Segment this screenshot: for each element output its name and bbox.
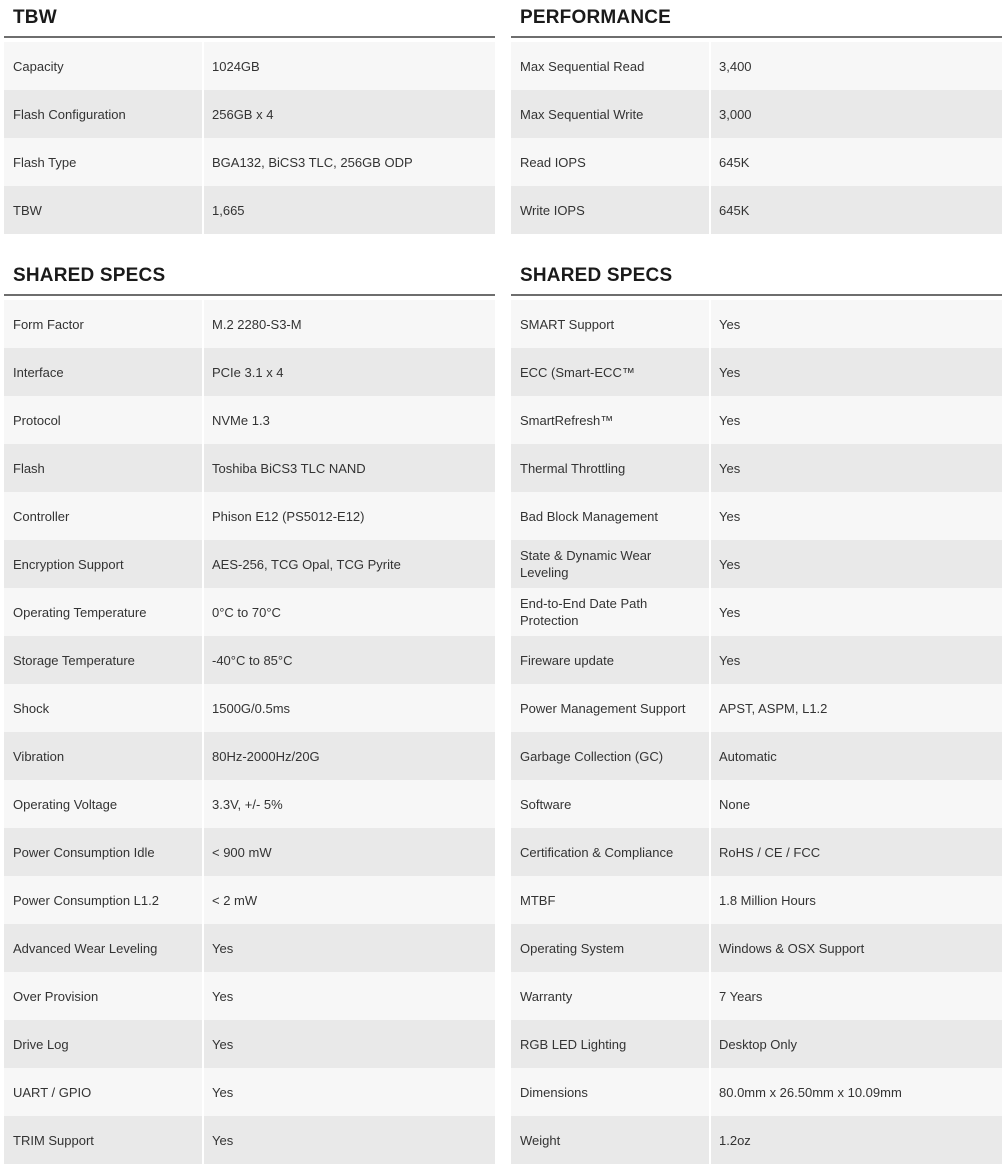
- spec-label: Max Sequential Write: [511, 90, 709, 138]
- spec-value: < 2 mW: [204, 876, 495, 924]
- spec-row: [4, 1068, 495, 1116]
- spec-row: [511, 780, 1002, 828]
- spec-table: [511, 42, 1002, 234]
- spec-label: Read IOPS: [511, 138, 709, 186]
- spec-row: [511, 1020, 1002, 1068]
- spec-row: [511, 972, 1002, 1020]
- spec-value: Yes: [711, 492, 1002, 540]
- spec-row: [4, 186, 495, 234]
- spec-row: [511, 924, 1002, 972]
- spec-row: [511, 444, 1002, 492]
- spec-row: [511, 492, 1002, 540]
- spec-table: [4, 42, 495, 234]
- spec-label: State & Dynamic Wear Leveling: [511, 540, 709, 588]
- spec-label: Flash Type: [4, 138, 202, 186]
- section-title: SHARED SPECS: [4, 260, 495, 296]
- spec-label: Weight: [511, 1116, 709, 1164]
- spec-row: [4, 90, 495, 138]
- spec-value: Yes: [711, 444, 1002, 492]
- section-title: TBW: [4, 2, 495, 38]
- spec-label: SmartRefresh™: [511, 396, 709, 444]
- spec-value: 1,665: [204, 186, 495, 234]
- spec-label: Controller: [4, 492, 202, 540]
- spec-row: [511, 732, 1002, 780]
- spec-row: [511, 1068, 1002, 1116]
- spec-row: [511, 828, 1002, 876]
- spec-value: Yes: [204, 1020, 495, 1068]
- spec-table: [4, 300, 495, 1164]
- spec-row: [511, 396, 1002, 444]
- spec-label: Power Management Support: [511, 684, 709, 732]
- spec-value: 645K: [711, 138, 1002, 186]
- spec-row: [4, 138, 495, 186]
- spec-label: Capacity: [4, 42, 202, 90]
- spec-row: [4, 588, 495, 636]
- spec-label: Operating System: [511, 924, 709, 972]
- spec-row: [511, 588, 1002, 636]
- spec-value: 1.2oz: [711, 1116, 1002, 1164]
- spec-label: Thermal Throttling: [511, 444, 709, 492]
- spec-label: Operating Temperature: [4, 588, 202, 636]
- spec-label: Bad Block Management: [511, 492, 709, 540]
- spec-value: Yes: [204, 924, 495, 972]
- spec-label: SMART Support: [511, 300, 709, 348]
- spec-label: Form Factor: [4, 300, 202, 348]
- spec-label: Certification & Compliance: [511, 828, 709, 876]
- spec-label: Power Consumption L1.2: [4, 876, 202, 924]
- spec-value: 80.0mm x 26.50mm x 10.09mm: [711, 1068, 1002, 1116]
- spec-label: Operating Voltage: [4, 780, 202, 828]
- spec-value: 3,400: [711, 42, 1002, 90]
- spec-value: 3,000: [711, 90, 1002, 138]
- spec-label: UART / GPIO: [4, 1068, 202, 1116]
- spec-value: Phison E12 (PS5012-E12): [204, 492, 495, 540]
- spec-value: Yes: [204, 1068, 495, 1116]
- spec-value: 256GB x 4: [204, 90, 495, 138]
- spec-label: TRIM Support: [4, 1116, 202, 1164]
- spec-label: Encryption Support: [4, 540, 202, 588]
- spec-value: < 900 mW: [204, 828, 495, 876]
- spec-row: [511, 636, 1002, 684]
- spec-value: 1500G/0.5ms: [204, 684, 495, 732]
- spec-label: Software: [511, 780, 709, 828]
- spec-value: Yes: [711, 636, 1002, 684]
- spec-row: [4, 300, 495, 348]
- spec-value: AES-256, TCG Opal, TCG Pyrite: [204, 540, 495, 588]
- spec-table: [511, 300, 1002, 1164]
- spec-label: Protocol: [4, 396, 202, 444]
- spec-row: [4, 924, 495, 972]
- spec-row: [511, 540, 1002, 588]
- spec-value: 7 Years: [711, 972, 1002, 1020]
- spec-label: Vibration: [4, 732, 202, 780]
- spec-value: M.2 2280-S3-M: [204, 300, 495, 348]
- performance-section: [511, 2, 1002, 234]
- spec-value: 0°C to 70°C: [204, 588, 495, 636]
- spec-label: Over Provision: [4, 972, 202, 1020]
- section-title: PERFORMANCE: [511, 2, 1002, 38]
- spec-label: End-to-End Date Path Protection: [511, 588, 709, 636]
- spec-label: Dimensions: [511, 1068, 709, 1116]
- spec-value: Yes: [711, 540, 1002, 588]
- spec-value: APST, ASPM, L1.2: [711, 684, 1002, 732]
- spec-value: BGA132, BiCS3 TLC, 256GB ODP: [204, 138, 495, 186]
- spec-row: [4, 396, 495, 444]
- spec-value: Desktop Only: [711, 1020, 1002, 1068]
- spec-label: Fireware update: [511, 636, 709, 684]
- shared-specs-right-section: [511, 260, 1002, 1164]
- spec-value: 80Hz-2000Hz/20G: [204, 732, 495, 780]
- spec-value: 1024GB: [204, 42, 495, 90]
- spec-label: Flash: [4, 444, 202, 492]
- spec-row: [4, 348, 495, 396]
- spec-row: [511, 876, 1002, 924]
- spec-value: Yes: [711, 396, 1002, 444]
- spec-value: None: [711, 780, 1002, 828]
- spec-row: [511, 684, 1002, 732]
- spec-row: [4, 732, 495, 780]
- spec-row: [4, 876, 495, 924]
- spec-label: TBW: [4, 186, 202, 234]
- spec-row: [511, 42, 1002, 90]
- spec-value: Automatic: [711, 732, 1002, 780]
- spec-value: -40°C to 85°C: [204, 636, 495, 684]
- spec-row: [4, 828, 495, 876]
- spec-value: 645K: [711, 186, 1002, 234]
- spec-row: [4, 540, 495, 588]
- spec-value: Windows & OSX Support: [711, 924, 1002, 972]
- spec-label: Garbage Collection (GC): [511, 732, 709, 780]
- spec-row: [4, 972, 495, 1020]
- spec-row: [4, 636, 495, 684]
- spec-value: NVMe 1.3: [204, 396, 495, 444]
- spec-row: [4, 1020, 495, 1068]
- spec-row: [4, 444, 495, 492]
- spec-label: Max Sequential Read: [511, 42, 709, 90]
- spec-label: Flash Configuration: [4, 90, 202, 138]
- spec-row: [4, 780, 495, 828]
- spec-row: [511, 186, 1002, 234]
- spec-label: Drive Log: [4, 1020, 202, 1068]
- spec-value: Yes: [711, 300, 1002, 348]
- spec-row: [511, 300, 1002, 348]
- spec-row: [511, 1116, 1002, 1164]
- spec-row: [511, 348, 1002, 396]
- spec-row: [511, 138, 1002, 186]
- spec-value: 3.3V, +/- 5%: [204, 780, 495, 828]
- spec-row: [4, 1116, 495, 1164]
- spec-label: MTBF: [511, 876, 709, 924]
- spec-value: Yes: [711, 588, 1002, 636]
- spec-row: [4, 42, 495, 90]
- section-title: SHARED SPECS: [511, 260, 1002, 296]
- spec-value: Yes: [711, 348, 1002, 396]
- spec-row: [511, 90, 1002, 138]
- shared-specs-left-section: [4, 260, 495, 1164]
- tbw-section: [4, 2, 495, 234]
- spec-value: PCIe 3.1 x 4: [204, 348, 495, 396]
- spec-label: Write IOPS: [511, 186, 709, 234]
- spec-label: Advanced Wear Leveling: [4, 924, 202, 972]
- spec-label: Warranty: [511, 972, 709, 1020]
- spec-value: 1.8 Million Hours: [711, 876, 1002, 924]
- spec-row: [4, 684, 495, 732]
- spec-label: ECC (Smart-ECC™: [511, 348, 709, 396]
- spec-label: RGB LED Lighting: [511, 1020, 709, 1068]
- spec-value: RoHS / CE / FCC: [711, 828, 1002, 876]
- spec-label: Storage Temperature: [4, 636, 202, 684]
- spec-label: Interface: [4, 348, 202, 396]
- spec-row: [4, 492, 495, 540]
- spec-value: Toshiba BiCS3 TLC NAND: [204, 444, 495, 492]
- spec-value: Yes: [204, 1116, 495, 1164]
- spec-value: Yes: [204, 972, 495, 1020]
- spec-label: Power Consumption Idle: [4, 828, 202, 876]
- spec-label: Shock: [4, 684, 202, 732]
